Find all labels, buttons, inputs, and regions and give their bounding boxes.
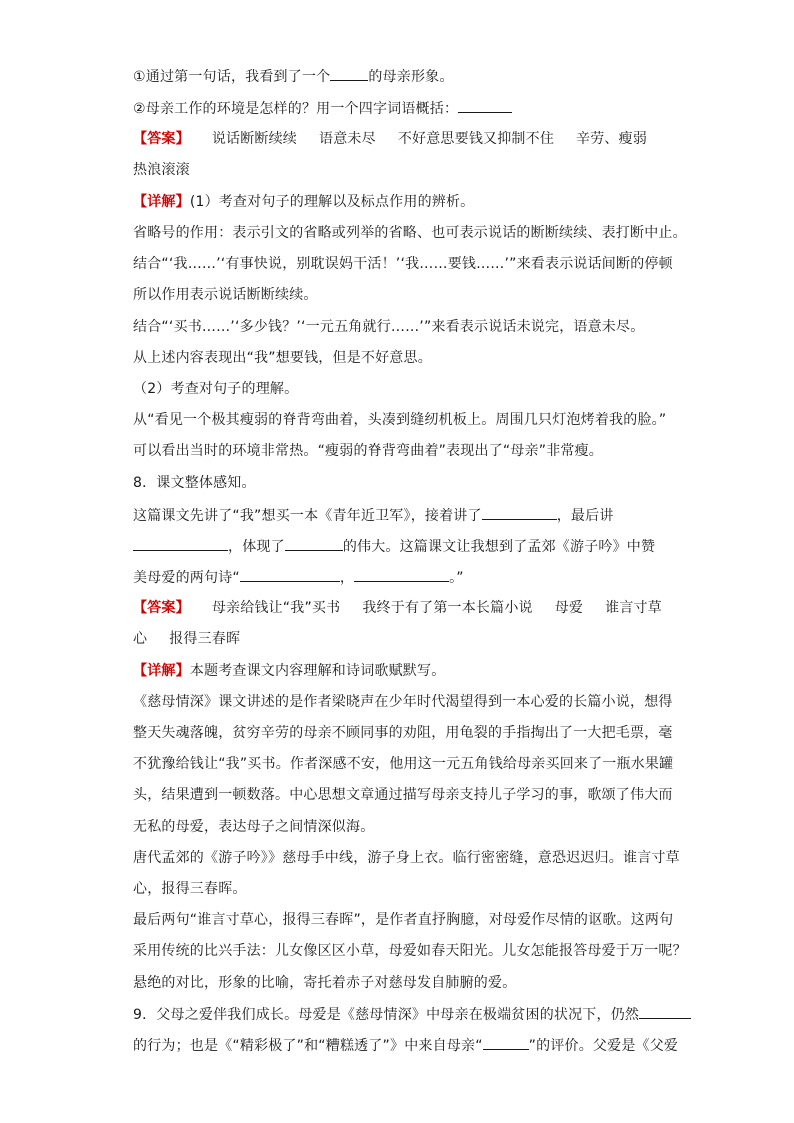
detail-line: 整天失魂落魄，贫穷辛劳的母亲不顾同事的劝阻，用龟裂的手指掏出了一大把毛票，毫	[133, 725, 673, 741]
blank-3[interactable]	[482, 505, 557, 520]
q9-line1: 9．父母之爱伴我们成长。母爱是《慈母情深》中母亲在极端贫困的状况下，仍然	[133, 1004, 691, 1025]
detail-label: 【详解】	[133, 663, 190, 679]
q1-line1: ①通过第一句话，我看到了一个 的母亲形象。	[133, 66, 454, 87]
answer-item: 心	[133, 631, 148, 647]
detail-line: 【详解】(1）考查对句子的理解以及标点作用的辨析。	[133, 194, 475, 210]
answer-item: 母爱	[554, 600, 584, 616]
answer-item: 语意未尽	[319, 131, 376, 147]
detail-line: 悬绝的对比，形象的比喻，寄托着赤子对慈母发自肺腑的爱。	[133, 975, 517, 991]
q8-line3: 美母爱的两句诗“ ， 。”	[133, 567, 464, 588]
blank-6[interactable]	[240, 567, 340, 582]
detail-line: 从上述内容表现出“我”想要钱，但是不好意思。	[133, 350, 432, 366]
detail-line: 可以看出当时的环境非常热。“瘦弱的脊背弯曲着”表现出了“母亲”非常瘦。	[133, 443, 604, 459]
detail-line: 唐代孟郊的《游子吟》》慈母手中线，游子身上衣。临行密密缝，意恐迟迟归。谁言寸草	[133, 850, 680, 866]
detail-line: 不犹豫给钱让“我”买书。作者深感不安，他用这一元五角钱给母亲买回来了一瓶水果罐	[133, 756, 674, 772]
detail-line: 省略号的作用：表示引文的省略或列举的省略、也可表示说话的断断续续、表打断中止。	[133, 225, 687, 241]
answer-item: 报得三春晖	[169, 631, 241, 647]
answer-item: 母亲给钱让“我”买书	[211, 600, 341, 616]
answer-label: 【答案】	[133, 600, 190, 616]
blank-7[interactable]	[354, 567, 449, 582]
detail-line: 【详解】本题考查课文内容理解和诗词歌赋默写。	[133, 663, 446, 679]
detail-line: （2）考查对句子的理解。	[133, 381, 299, 397]
detail-line: 结合“‘买书……’‘多少钱？’‘一元五角就行……’”来看表示说话未说完，语意未尽。	[133, 319, 645, 335]
blank-4[interactable]	[133, 536, 228, 551]
blank-2[interactable]	[458, 98, 512, 113]
question-title: 8．课文整体感知。	[133, 475, 256, 491]
answer-item: 不好意思要钱又抑制不住	[397, 131, 555, 147]
q8-line1: 这篇课文先讲了“我”想买一本《青年近卫军》，接着讲了 ，最后讲	[133, 505, 614, 526]
answer-item: 说话断断续续	[211, 131, 298, 147]
blank-8[interactable]	[639, 1004, 691, 1019]
answer-item: 热浪滚滚	[133, 162, 190, 178]
q9-line2: 的行为；也是《“精彩极了”和“糟糕透了”》中来自母亲“ ”的评价。父爱是《父爱	[133, 1035, 678, 1056]
detail-label: 【详解】	[133, 194, 190, 210]
blank-1[interactable]	[330, 66, 368, 81]
blank-5[interactable]	[285, 536, 343, 551]
detail-line: 结合“‘我……’‘有事快说，别耽误妈干活！’‘我……要钱……’”来看表示说话间断的停顿	[133, 256, 673, 272]
detail-line: 最后两句“谁言寸草心，报得三春晖”，是作者直抒胸臆，对母爱作尽情的讴歌。这两句	[133, 912, 674, 928]
answer-line-1	[133, 598, 662, 618]
answer-line-2	[133, 629, 240, 649]
blank-9[interactable]	[483, 1035, 529, 1050]
answer-label: 【答案】	[133, 131, 190, 147]
q8-line2: ，体现了 的伟大。这篇课文让我想到了孟郊《游子吟》中赞	[133, 536, 655, 557]
answer-item: 谁言寸草	[605, 600, 662, 616]
detail-line: 采用传统的比兴手法：儿女像区区小草，母爱如春天阳光。儿女怎能报答母爱于万一呢？	[133, 943, 687, 959]
q1-line2: ②母亲工作的环境是怎样的？用一个四字词语概括：	[133, 98, 512, 119]
detail-line: 头，结果遭到一顿数落。中心思想文章通过描写母亲支持儿子学习的事，歌颂了伟大而	[133, 787, 673, 803]
detail-line: 所以作用表示说话断断续续。	[133, 287, 318, 303]
answer-item: 我终于有了第一本长篇小说	[362, 600, 533, 616]
answer-line-2	[133, 160, 190, 180]
detail-line: 无私的母爱，表达母子之间情深似海。	[133, 819, 375, 835]
detail-line: 心，报得三春晖。	[133, 881, 247, 897]
answer-line-1	[133, 129, 647, 149]
detail-line: 《慈母情深》课文讲述的是作者梁晓声在少年时代渴望得到一本心爱的长篇小说，想得	[133, 694, 673, 710]
detail-line: 从“看见一个极其瘦弱的脊背弯曲着，头凑到缝纫机板上。周围几只灯泡烤着我的脸。”	[133, 412, 667, 428]
answer-item: 辛劳、瘦弱	[576, 131, 648, 147]
